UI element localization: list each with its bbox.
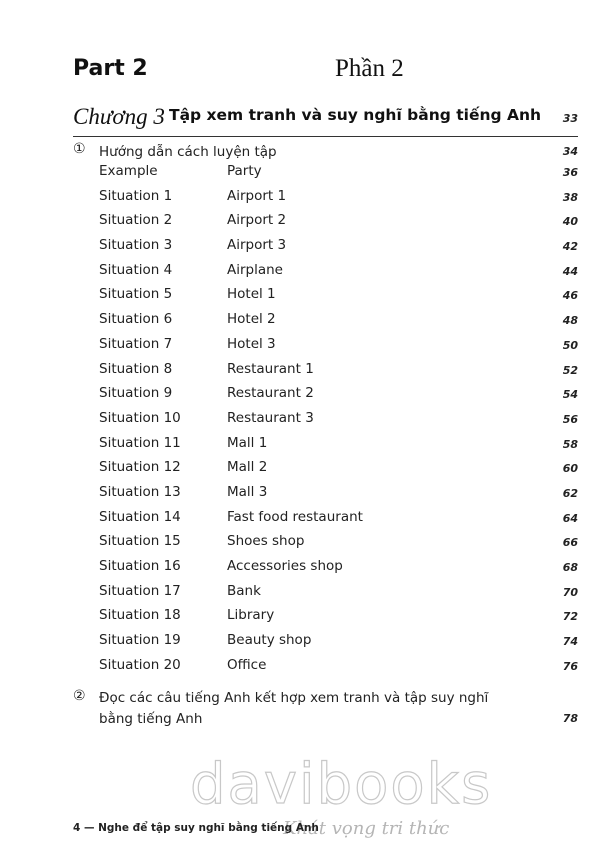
entry-label: Situation 2 xyxy=(99,212,173,229)
entry-page-number: 36 xyxy=(562,166,578,179)
entry-page-number: 72 xyxy=(562,610,578,624)
entry-topic: Airport 2 xyxy=(227,212,287,229)
toc-entry xyxy=(73,212,578,237)
entry-page-number: 52 xyxy=(562,363,578,377)
toc-entry xyxy=(73,163,578,188)
entry-label: Situation 13 xyxy=(99,483,181,500)
toc-entry xyxy=(73,188,578,213)
entry-page-number: 56 xyxy=(562,412,578,426)
toc-entry xyxy=(73,286,578,311)
entry-label: Example xyxy=(99,163,158,179)
section-2-page-number: 78 xyxy=(562,712,578,725)
entry-page-number: 76 xyxy=(562,659,578,673)
entry-page-number: 42 xyxy=(562,240,578,254)
entry-page-number: 54 xyxy=(562,388,578,402)
entry-label: Situation 12 xyxy=(99,459,181,476)
entry-label: Situation 17 xyxy=(99,582,181,599)
entry-page-number: 60 xyxy=(562,462,578,476)
entry-label: Situation 3 xyxy=(99,237,173,254)
section-2-title: Đọc các câu tiếng Anh kết hợp xem tranh và tập suy nghĩ bằng tiếng Anh xyxy=(99,690,489,727)
entry-topic: Mall 3 xyxy=(227,483,268,500)
entry-page-number: 50 xyxy=(562,338,578,352)
entry-label: Situation 6 xyxy=(99,311,173,328)
entry-page-number: 66 xyxy=(562,536,578,550)
toc-entry xyxy=(73,410,578,435)
page-footer: 4 — Nghe để tập suy nghĩ bằng tiếng Anh xyxy=(73,822,319,834)
entry-label: Situation 5 xyxy=(99,286,173,303)
entry-page-number: 40 xyxy=(562,215,578,229)
entry-page-number: 44 xyxy=(562,264,578,278)
toc-entry xyxy=(73,336,578,361)
toc-entry xyxy=(73,607,578,632)
toc-entry xyxy=(73,435,578,460)
entry-topic: Mall 1 xyxy=(227,434,268,451)
entry-topic: Party xyxy=(227,163,262,179)
toc-entry xyxy=(73,484,578,509)
toc-entry xyxy=(73,657,578,682)
entry-label: Situation 8 xyxy=(99,360,173,377)
entry-label: Situation 14 xyxy=(99,508,181,525)
entry-topic: Beauty shop xyxy=(227,632,312,649)
entry-page-number: 58 xyxy=(562,437,578,451)
toc-entry xyxy=(73,533,578,558)
entry-topic: Restaurant 1 xyxy=(227,360,314,377)
entry-page-number: 70 xyxy=(562,585,578,599)
entry-label: Situation 1 xyxy=(99,187,173,204)
chapter-page-number: 33 xyxy=(562,112,578,125)
entry-topic: Mall 2 xyxy=(227,459,268,476)
entry-topic: Airport 1 xyxy=(227,187,287,204)
toc-entry xyxy=(73,237,578,262)
entry-page-number: 64 xyxy=(562,511,578,525)
toc-entry xyxy=(73,459,578,484)
entry-label: Situation 19 xyxy=(99,632,181,649)
section-1-title: Hướng dẫn cách luyện tập xyxy=(99,144,277,160)
entry-label: Situation 4 xyxy=(99,261,173,278)
entry-label: Situation 11 xyxy=(99,434,181,451)
entry-label: Situation 10 xyxy=(99,409,181,426)
toc-entry xyxy=(73,361,578,386)
entry-topic: Bank xyxy=(227,582,261,599)
part-heading-english: Part 2 xyxy=(73,56,148,81)
entry-label: Situation 9 xyxy=(99,385,173,402)
entry-topic: Hotel 3 xyxy=(227,335,276,352)
entry-topic: Hotel 2 xyxy=(227,311,276,328)
toc-entry xyxy=(73,509,578,534)
section-2-entry xyxy=(73,688,578,732)
entry-topic: Office xyxy=(227,656,267,673)
entry-label: Situation 15 xyxy=(99,533,181,550)
entry-topic: Accessories shop xyxy=(227,558,343,574)
entry-topic: Airplane xyxy=(227,261,283,278)
entry-page-number: 48 xyxy=(562,314,578,328)
toc-entry xyxy=(73,385,578,410)
circled-number-1-icon: ① xyxy=(73,141,86,157)
entry-label: Situation 18 xyxy=(99,607,181,624)
chapter-heading xyxy=(73,104,578,132)
section-1-page-number: 34 xyxy=(562,145,578,158)
entry-topic: Hotel 1 xyxy=(227,286,276,303)
entry-topic: Restaurant 2 xyxy=(227,385,314,402)
entry-topic: Shoes shop xyxy=(227,533,305,550)
entry-label: Situation 7 xyxy=(99,335,173,352)
toc-entry xyxy=(73,311,578,336)
toc-entry xyxy=(73,632,578,657)
chapter-title: Tập xem tranh và suy nghĩ bằng tiếng Anh xyxy=(169,106,542,124)
toc-entry xyxy=(73,558,578,583)
entry-page-number: 68 xyxy=(562,561,578,574)
toc-entry xyxy=(73,583,578,608)
entry-label: Situation 16 xyxy=(99,558,181,574)
entry-page-number: 74 xyxy=(562,635,578,649)
entry-topic: Restaurant 3 xyxy=(227,409,314,426)
toc-entry xyxy=(73,262,578,287)
part-heading-vietnamese: Phần 2 xyxy=(335,55,404,82)
entry-page-number: 62 xyxy=(562,486,578,500)
chapter-label: Chương 3 xyxy=(73,104,165,129)
entry-topic: Fast food restaurant xyxy=(227,508,363,525)
watermark-logo: davibooks xyxy=(190,752,493,817)
watermark-slogan: Khát vọng tri thức xyxy=(283,818,450,839)
toc-list xyxy=(73,163,578,681)
entry-topic: Airport 3 xyxy=(227,237,287,254)
chapter-divider xyxy=(73,136,578,137)
entry-page-number: 38 xyxy=(562,190,578,204)
section-1-entry xyxy=(73,141,578,163)
entry-label: Situation 20 xyxy=(99,656,181,673)
entry-page-number: 46 xyxy=(562,289,578,303)
entry-topic: Library xyxy=(227,607,275,624)
circled-number-2-icon: ② xyxy=(73,688,86,704)
